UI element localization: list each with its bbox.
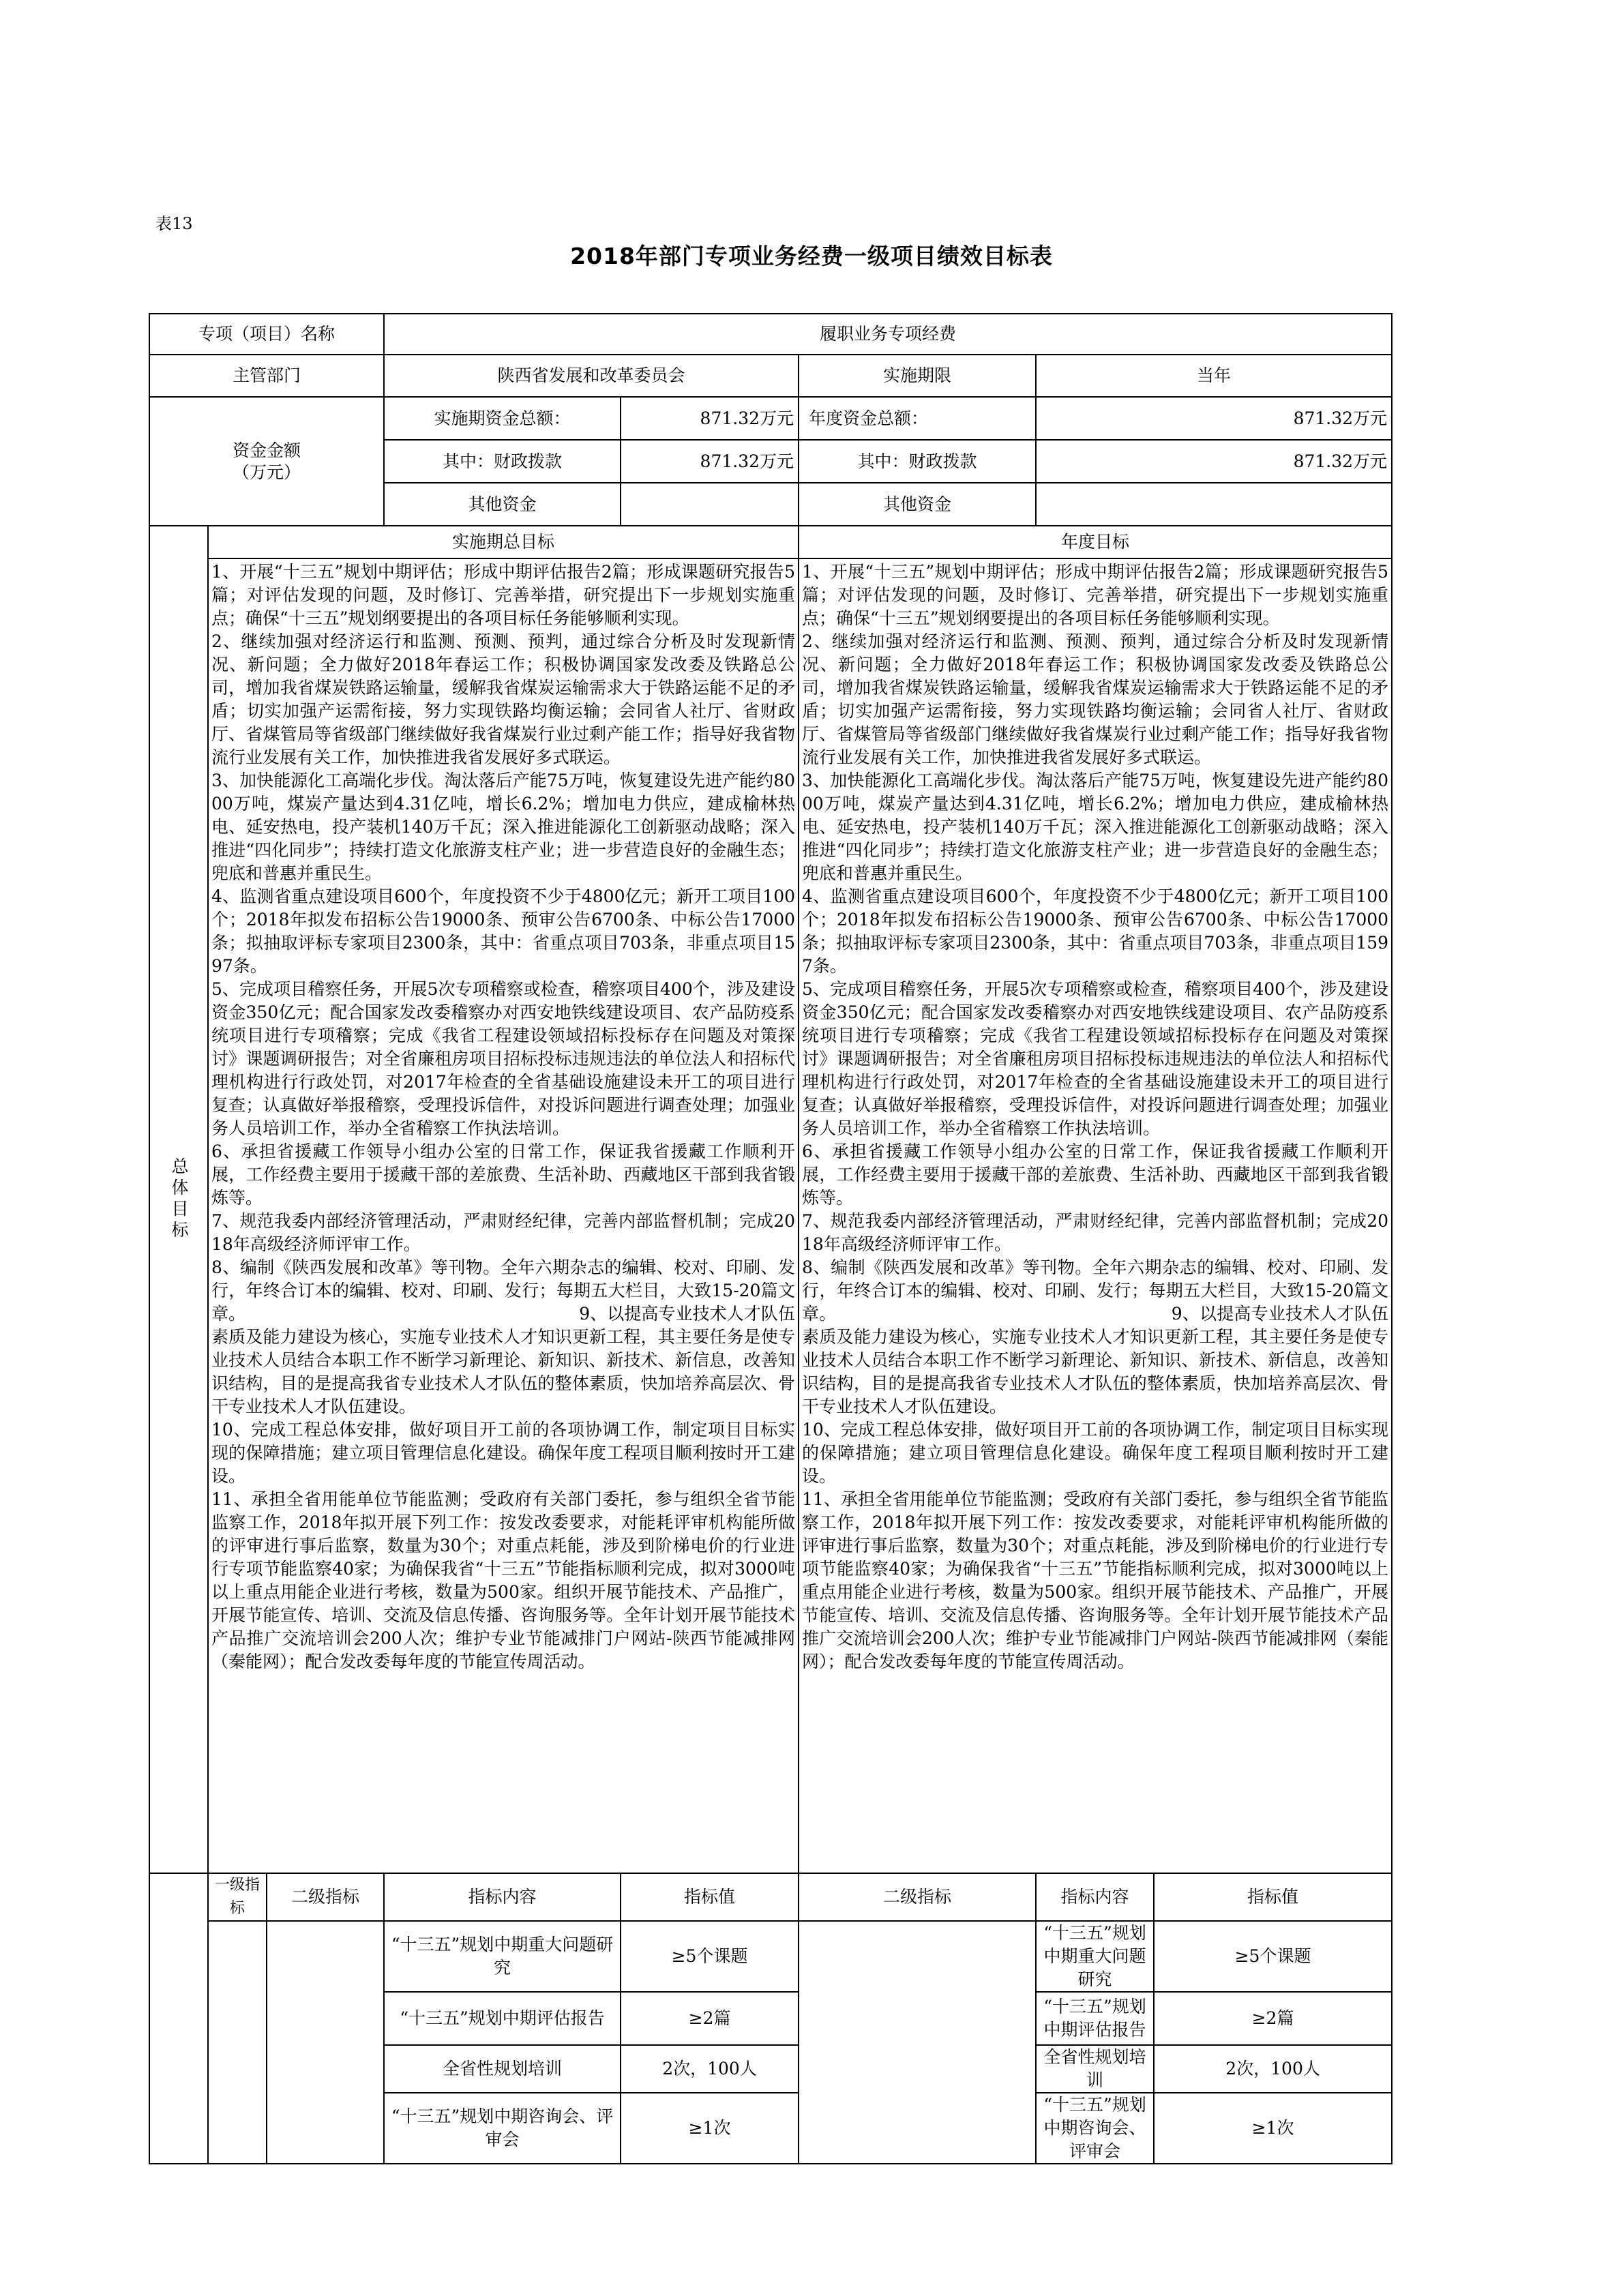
indicator-l2-header-left: 二级指标: [267, 1873, 384, 1921]
indicator-content-header-left: 指标内容: [384, 1873, 621, 1921]
indicator-content-right: 全省性规划培训: [1036, 2045, 1154, 2093]
impl-goal-item: 8、编制《陕西发展和改革》等刊物。全年六期杂志的编辑、校对、印刷、发行，年终合订本的编辑、校对、印刷、发行；每期五大栏目，大致15-20篇文章。 9、以提高专业技术人才队伍素质及能力建设为核心，实施专业技术人才知识更新工程，其主要任务是使专业技术人员结合本职工作不断学习新理论、新知识、新技术、新信息，改善知识结构，目的是提高我省专业技术人才队伍的整体素质，快加培养高层次、骨干专业技术人才队伍建设。: [211, 1257, 796, 1416]
indicator-value-header-left: 指标值: [621, 1873, 799, 1921]
year-goal-item: 4、监测省重点建设项目600个，年度投资不少于4800亿元；新开工项目100个；2018年拟发布招标公告19000条、预审公告6700条、中标公告17000条；拟抽取评标专家项目2300条，其中：省重点项目703条，非重点项目1597条。: [802, 886, 1389, 976]
impl-total-value: 871.32万元: [621, 397, 799, 440]
period-value: 当年: [1036, 355, 1392, 397]
indicator-content-right: “十三五”规划中期评估报告: [1036, 1992, 1154, 2045]
indicator-l2-cell-right: [799, 1921, 1036, 2164]
indicator-l1-cell: [208, 1921, 267, 2164]
goals-section-text: 总体目标: [169, 1157, 189, 1242]
impl-goal-item: 11、承担全省用能单位节能监测；受政府有关部门委托，参与组织全省节能监察工作，2018年拟开展下列工作：按发改委要求，对能耗评审机构能所做的评审进行事后监察，数量为30个；对重点耗能，涉及到阶梯电价的行业进行专项节能监察40家；为确保我省“十三五”节能指标顺利完成，拟对3000吨以上重点用能企业进行考核，数量为500家。组织开展节能技术、产品推广，开展节能宣传、培训、交流及信息传播、咨询服务等。全年计划开展节能技术产品推广交流培训会200人次；维护专业节能减排门户网站-陕西节能减排网（秦能网）；配合发改委每年度的节能宣传周活动。: [211, 1489, 796, 1671]
year-goal-item: 8、编制《陕西发展和改革》等刊物。全年六期杂志的编辑、校对、印刷、发行，年终合订本的编辑、校对、印刷、发行；每期五大栏目，大致15-20篇文章。 9、以提高专业技术人才队伍素质及能力建设为核心，实施专业技术人才知识更新工程，其主要任务是使专业技术人员结合本职工作不断学习新理论、新知识、新技术、新信息，改善知识结构，目的是提高我省专业技术人才队伍的整体素质，快加培养高层次、骨干专业技术人才队伍建设。: [802, 1257, 1389, 1416]
impl-goal-item: 2、继续加强对经济运行和监测、预测、预判，通过综合分析及时发现新情况、新问题；全力做好2018年春运工作；积极协调国家发改委及铁路总公司，增加我省煤炭铁路运输量，缓解我省煤炭运输需求大于铁路运能不足的矛盾；切实加强产运需衔接，努力实现铁路均衡运输；会同省人社厅、省财政厅、省煤管局等省级部门继续做好我省煤炭行业过剩产能工作；指导好我省物流行业发展有关工作，加快推进我省发展好多式联运。: [211, 631, 796, 767]
impl-goal-item: 1、开展“十三五”规划中期评估；形成中期评估报告2篇；形成课题研究报告5篇；对评估发现的问题，及时修订、完善举措，研究提出下一步规划实施重点；确保“十三五”规划纲要提出的各项目标任务能够顺利实现。: [211, 562, 796, 628]
other-impl-label: 其他资金: [384, 483, 621, 526]
funds-total-row: [149, 397, 1392, 440]
indicator-value-right: ≥5个课题: [1154, 1921, 1392, 1992]
year-goal-item: 10、完成工程总体安排，做好项目开工前的各项协调工作，制定项目目标实现的保障措施；建立项目管理信息化建设。确保年度工程项目顺利按时开工建设。: [802, 1420, 1389, 1486]
performance-goal-table: [149, 313, 1393, 2164]
indicator-content-left: 全省性规划培训: [384, 2045, 621, 2093]
impl-goal-item: 7、规范我委内部经济管理活动，严肃财经纪律，完善内部监督机制；完成2018年高级经济师评审工作。: [211, 1211, 796, 1254]
indicator-content-header-right: 指标内容: [1036, 1873, 1154, 1921]
indicator-value-right: ≥2篇: [1154, 1992, 1392, 2045]
indicator-value-right: ≥1次: [1154, 2093, 1392, 2164]
project-row: [149, 314, 1392, 355]
indicator-value-left: ≥2篇: [621, 1992, 799, 2045]
funds-label: 资金金额 （万元）: [149, 397, 384, 526]
sheet-label: 表13: [155, 214, 193, 233]
indicator-value-header-right: 指标值: [1154, 1873, 1392, 1921]
year-goal-item: 6、承担省援藏工作领导小组办公室的日常工作，保证我省援藏工作顺利开展，工作经费主要用于援藏干部的差旅费、生活补助、西藏地区干部到我省锻炼等。: [802, 1142, 1389, 1208]
indicator-value-right: 2次，100人: [1154, 2045, 1392, 2093]
year-total-value: 871.32万元: [1036, 397, 1392, 440]
other-impl-value: [621, 483, 799, 526]
goals-header-row: [149, 526, 1392, 558]
indicator-l2-header-right: 二级指标: [799, 1873, 1036, 1921]
year-total-label: 年度资金总额：: [799, 397, 1036, 440]
year-goal-item: 5、完成项目稽察任务，开展5次专项稽察或检查，稽察项目400个，涉及建设资金350亿元；配合国家发改委稽察办对西安地铁线建设项目、农产品防疫系统项目进行专项稽察；完成《我省工程建设领域招标投标存在问题及对策探讨》课题调研报告；对全省廉租房项目招标投标违规违法的单位法人和招标代理机构进行行政处罚，对2017年检查的全省基础设施建设未开工的项目进行复查；认真做好举报稽察，受理投诉信件，对投诉问题进行调查处理；加强业务人员培训工作，举办全省稽察工作执法培训。: [802, 979, 1389, 1138]
indicator-content-right: “十三五”规划中期咨询会、评审会: [1036, 2093, 1154, 2164]
impl-goal-item: 5、完成项目稽察任务，开展5次专项稽察或检查，稽察项目400个，涉及建设资金350亿元；配合国家发改委稽察办对西安地铁线建设项目、农产品防疫系统项目进行专项稽察；完成《我省工程建设领域招标投标存在问题及对策探讨》课题调研报告；对全省廉租房项目招标投标违规违法的单位法人和招标代理机构进行行政处罚，对2017年检查的全省基础设施建设未开工的项目进行复查；认真做好举报稽察，受理投诉信件，对投诉问题进行调查处理；加强业务人员培训工作，举办全省稽察工作执法培训。: [211, 979, 796, 1138]
impl-total-label: 实施期资金总额：: [384, 397, 621, 440]
goals-body-row: [149, 558, 1392, 1873]
dept-label: 主管部门: [149, 355, 384, 397]
period-label: 实施期限: [799, 355, 1036, 397]
project-name-label: 专项（项目）名称: [149, 314, 384, 355]
indicator-row: [149, 1921, 1392, 1992]
year-goal-item: 7、规范我委内部经济管理活动，严肃财经纪律，完善内部监督机制；完成2018年高级经济师评审工作。: [802, 1211, 1389, 1254]
other-year-label: 其他资金: [799, 483, 1036, 526]
dept-value: 陕西省发展和改革委员会: [384, 355, 799, 397]
page-title: 2018年部门专项业务经费一级项目绩效目标表: [570, 243, 1053, 269]
goals-section-label: [149, 526, 208, 1873]
indicator-content-left: “十三五”规划中期评估报告: [384, 1992, 621, 2045]
indicator-content-right: “十三五”规划中期重大问题研究: [1036, 1921, 1154, 1992]
year-goal-item: 2、继续加强对经济运行和监测、预测、预判，通过综合分析及时发现新情况、新问题；全力做好2018年春运工作；积极协调国家发改委及铁路总公司，增加我省煤炭铁路运输量，缓解我省煤炭运输需求大于铁路运能不足的矛盾；切实加强产运需衔接，努力实现铁路均衡运输；会同省人社厅、省财政厅、省煤管局等省级部门继续做好我省煤炭行业过剩产能工作；指导好我省物流行业发展有关工作，加快推进我省发展好多式联运。: [802, 631, 1389, 767]
impl-goal-text: [208, 558, 799, 1873]
year-goal-item: 1、开展“十三五”规划中期评估；形成中期评估报告2篇；形成课题研究报告5篇；对评估发现的问题，及时修订、完善举措，研究提出下一步规划实施重点；确保“十三五”规划纲要提出的各项目标任务能够顺利实现。: [802, 562, 1389, 628]
indicator-value-left: ≥1次: [621, 2093, 799, 2164]
impl-goal-item: 10、完成工程总体安排，做好项目开工前的各项协调工作，制定项目目标实现的保障措施；建立项目管理信息化建设。确保年度工程项目顺利按时开工建设。: [211, 1420, 796, 1486]
indicator-l1-header: 一级指标: [208, 1873, 267, 1921]
indicator-value-left: 2次，100人: [621, 2045, 799, 2093]
indicator-l2-cell-left: [267, 1921, 384, 2164]
indicator-header-row: [149, 1873, 1392, 1921]
fiscal-impl-value: 871.32万元: [621, 440, 799, 483]
fiscal-impl-label: 其中：财政拨款: [384, 440, 621, 483]
impl-goal-item: 3、加快能源化工高端化步伐。淘汰落后产能75万吨，恢复建设先进产能约8000万吨，煤炭产量达到4.31亿吨，增长6.2%；增加电力供应，建成榆林热电、延安热电，投产装机140万千瓦；深入推进能源化工创新驱动战略；深入推进“四化同步”；持续打造文化旅游支柱产业；进一步营造良好的金融生态；兜底和普惠并重民生。: [211, 771, 796, 883]
indicator-section-cell: [149, 1873, 208, 2164]
project-name-value: 履职业务专项经费: [384, 314, 1392, 355]
other-year-value: [1036, 483, 1392, 526]
impl-goal-header: 实施期总目标: [208, 526, 799, 558]
dept-row: [149, 355, 1392, 397]
year-goal-text: [799, 558, 1392, 1873]
fiscal-year-label: 其中：财政拨款: [799, 440, 1036, 483]
year-goal-item: 11、承担全省用能单位节能监测；受政府有关部门委托，参与组织全省节能监察工作，2018年拟开展下列工作：按发改委要求，对能耗评审机构能所做的评审进行事后监察，数量为30个；对重点耗能，涉及到阶梯电价的行业进行专项节能监察40家；为确保我省“十三五”节能指标顺利完成，拟对3000吨以上重点用能企业进行考核，数量为500家。组织开展节能技术、产品推广，开展节能宣传、培训、交流及信息传播、咨询服务等。全年计划开展节能技术产品推广交流培训会200人次；维护专业节能减排门户网站-陕西节能减排网（秦能网）；配合发改委每年度的节能宣传周活动。: [802, 1489, 1389, 1671]
indicator-content-left: “十三五”规划中期重大问题研究: [384, 1921, 621, 1992]
fiscal-year-value: 871.32万元: [1036, 440, 1392, 483]
impl-goal-item: 4、监测省重点建设项目600个，年度投资不少于4800亿元；新开工项目100个；2018年拟发布招标公告19000条、预审公告6700条、中标公告17000条；拟抽取评标专家项目2300条，其中：省重点项目703条，非重点项目1597条。: [211, 886, 796, 976]
indicator-value-left: ≥5个课题: [621, 1921, 799, 1992]
year-goal-item: 3、加快能源化工高端化步伐。淘汰落后产能75万吨，恢复建设先进产能约8000万吨，煤炭产量达到4.31亿吨，增长6.2%；增加电力供应，建成榆林热电、延安热电，投产装机140万千瓦；深入推进能源化工创新驱动战略；深入推进“四化同步”；持续打造文化旅游支柱产业；进一步营造良好的金融生态；兜底和普惠并重民生。: [802, 771, 1389, 883]
indicator-content-left: “十三五”规划中期咨询会、评审会: [384, 2093, 621, 2164]
year-goal-header: 年度目标: [799, 526, 1392, 558]
impl-goal-item: 6、承担省援藏工作领导小组办公室的日常工作，保证我省援藏工作顺利开展，工作经费主要用于援藏干部的差旅费、生活补助、西藏地区干部到我省锻炼等。: [211, 1142, 796, 1208]
